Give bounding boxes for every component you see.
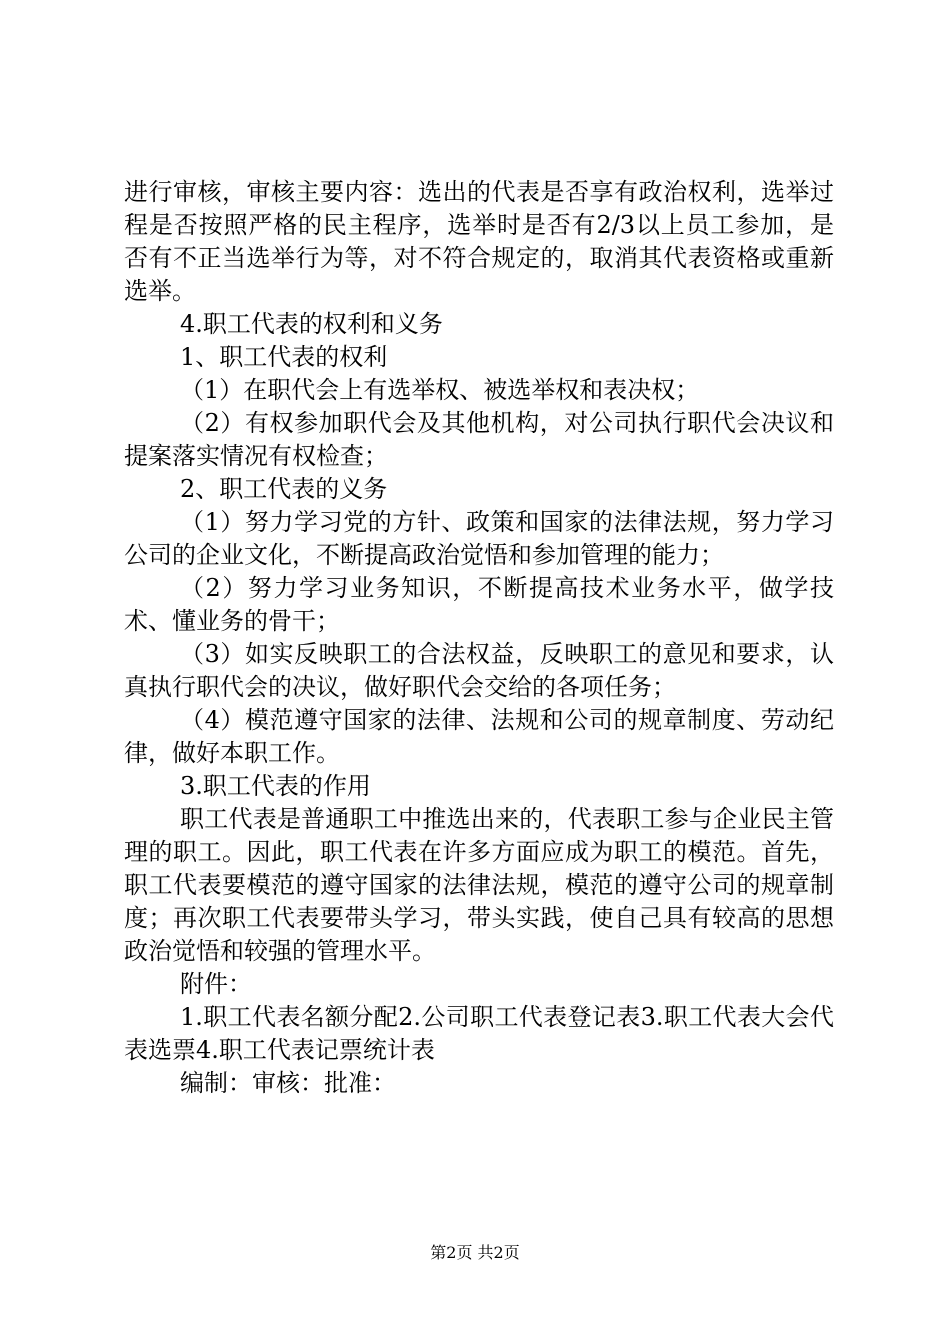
attachment-list: 1.职工代表名额分配2.公司职工代表登记表3.职工代表大会代表选票4.职工代表记票统计表: [124, 1003, 834, 1064]
page-number-footer: 第2页 共2页: [430, 1243, 520, 1262]
heading-rights-duties: 4.职工代表的权利和义务: [180, 310, 443, 338]
heading-duties: 2、职工代表的义务: [180, 475, 388, 503]
heading-attachments: 附件：: [180, 970, 252, 998]
list-item-duty-4: （4）模范遵守国家的法律、法规和公司的规章制度、劳动纪律，做好本职工作。: [124, 706, 834, 767]
paragraph-role: 职工代表是普通职工中推选出来的，代表职工参与企业民主管理的职工。因此，职工代表在许多方面应成为职工的模范。首先，职工代表要模范的遵守国家的法律法规，模范的遵守公司的规章制度；再次职工代表要带头学习，带头实践，使自己具有较高的思想政治觉悟和较强的管理水平。: [124, 805, 834, 965]
document-body: [124, 176, 834, 1100]
heading-rights: 1、职工代表的权利: [180, 343, 388, 371]
list-item-duty-1: （1）努力学习党的方针、政策和国家的法律法规，努力学习公司的企业文化，不断提高政治觉悟和参加管理的能力；: [124, 508, 834, 569]
paragraph-review: 进行审核，审核主要内容：选出的代表是否享有政治权利，选举过程是否按照严格的民主程序，选举时是否有2/3以上员工参加，是否有不正当选举行为等，对不符合规定的，取消其代表资格或重新选举。: [124, 178, 834, 305]
list-item-duty-3: （3）如实反映职工的合法权益，反映职工的意见和要求，认真执行职代会的决议，做好职代会交给的各项任务；: [124, 640, 834, 701]
list-item-right-1: （1）在职代会上有选举权、被选举权和表决权；: [180, 376, 700, 404]
signoff-line: 编制：审核：批准：: [180, 1069, 396, 1097]
list-item-right-2: （2）有权参加职代会及其他机构，对公司执行职代会决议和提案落实情况有权检查；: [124, 409, 834, 470]
heading-role: 3.职工代表的作用: [180, 772, 371, 800]
list-item-duty-2: （2）努力学习业务知识，不断提高技术业务水平，做学技术、懂业务的骨干；: [124, 574, 834, 635]
